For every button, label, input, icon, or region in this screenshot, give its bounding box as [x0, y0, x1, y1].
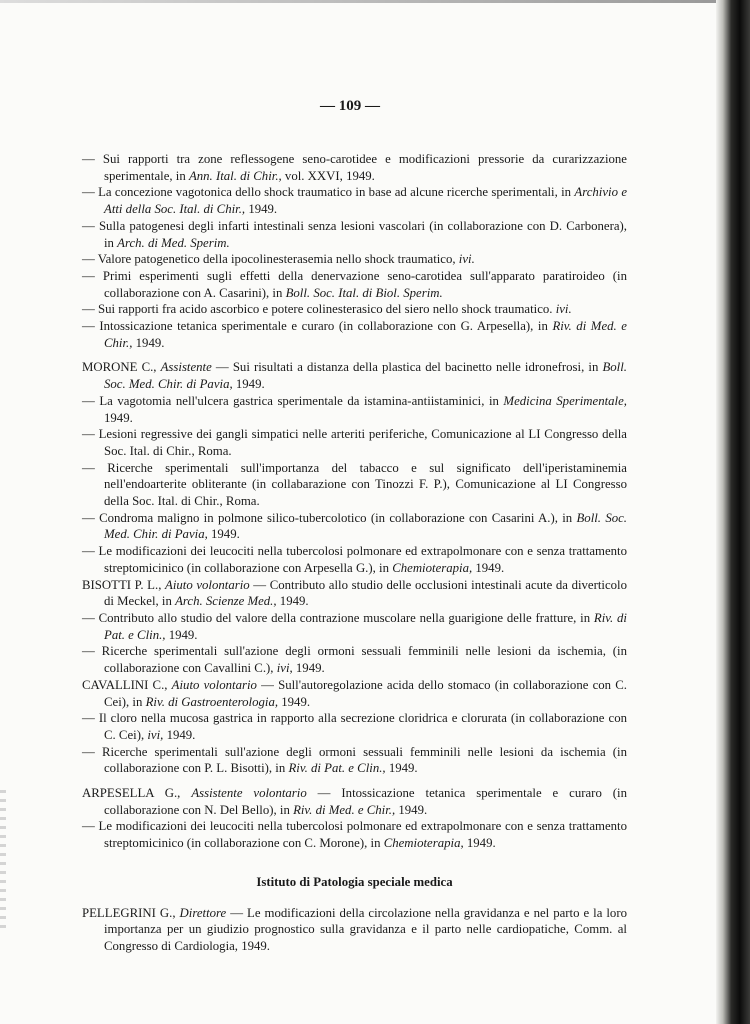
entry-text: — Sui rapporti fra acido ascorbico e potere colinesterasico del siero nello shock traumatico. — [82, 302, 556, 317]
publication-group — [82, 151, 627, 351]
entry-text: 1949. — [292, 661, 325, 676]
publication-entry — [82, 184, 627, 217]
entry-text: — Ricerche sperimentali sull'azione degli ormoni sessuali femminili nelle lesioni da ischemia (in collaborazione con P. L. Bisotti), in — [82, 744, 627, 776]
page-number: — 109 — — [320, 98, 380, 114]
entry-text: 1949. — [132, 335, 165, 350]
publication-entry — [82, 301, 627, 318]
publication-entry — [82, 577, 627, 610]
publication-entry — [82, 268, 627, 301]
entry-text: 1949. — [276, 594, 309, 609]
entry-text: — Ricerche sperimentali sull'azione degli ormoni sessuali femminili nelle lesioni da ischemia, (in collaborazione con Cavallini C.), — [82, 644, 627, 676]
publication-entry — [82, 710, 627, 743]
publication-entry — [82, 251, 627, 268]
entry-text: 1949. — [165, 627, 198, 642]
journal-title: Riv. di Pat. e Clin., — [104, 610, 627, 642]
entry-text: — Sui risultati a distanza della plastica del bacinetto nelle idronefrosi, in — [211, 360, 603, 375]
entry-text: — Le modificazioni dei leucociti nella tubercolosi polmonare ed extrapolmonare con e senza trattamento streptomicinico (in collaborazione con C. Morone), in — [82, 819, 627, 851]
entry-text: — Intossicazione tetanica sperimentale e curaro (in collaborazione con N. Del Bello), in — [104, 786, 627, 817]
journal-title: ivi. — [555, 302, 572, 317]
entry-text: — Sulla patogenesi degli infarti intestinali senza lesioni vascolari (in collaborazione con D. Carbonera), in — [82, 218, 627, 250]
journal-title: ivi, — [276, 661, 293, 676]
entry-text: — La concezione vagotonica dello shock traumatico in base ad alcune ricerche sperimentali, in — [82, 185, 575, 200]
journal-title: Boll. Soc. Med. Chir. di Pavia, — [104, 510, 627, 542]
journal-title: Riv. di Pat. e Clin., — [288, 761, 386, 776]
entry-text: — La vagotomia nell'ulcera gastrica sperimentale da istamina-antiistaminici, in — [82, 393, 504, 408]
journal-title: Chemioterapia, — [383, 836, 464, 851]
publication-entry — [82, 818, 627, 851]
entry-text: — Le modificazioni della circolazione nella gravidanza e nel parto e la loro importanza per un giudizio prognostico sulla gravidanza e il parto nelle cardiopatiche, Comm. al Congresso di Cardiologia, 1949. — [104, 905, 627, 953]
publication-entry — [82, 359, 627, 392]
entry-text: — Contributo allo studio delle occlusioni intestinali acute da diverticolo di Meckel, in — [104, 577, 628, 609]
entry-text: — Primi esperimenti sugli effetti della denervazione seno-carotidea sull'apparato paratiroideo (in collaborazione con A. Casarini), in — [82, 268, 627, 300]
entry-text: — Sui rapporti tra zone reflessogene seno-carotidee e modificazioni pressorie da curarizzazione sperimentale, in — [82, 152, 627, 183]
publication-entry — [82, 218, 627, 251]
entry-text: 1949. — [207, 527, 240, 542]
publication-entry — [82, 744, 627, 777]
publication-entry — [82, 318, 627, 351]
publication-entry — [82, 393, 627, 426]
publication-entry — [82, 643, 627, 676]
entry-text: 1949. — [395, 802, 428, 817]
journal-title: Archivio e Atti della Soc. Ital. di Chir., — [104, 185, 627, 217]
entry-text: — Valore patogenetico della ipocolinesterasemia nello shock traumatico, — [82, 252, 459, 267]
publication-entry — [82, 905, 627, 955]
entry-text: 1949. — [463, 836, 496, 851]
entry-text: — Lesioni regressive dei gangli simpatici nelle arteriti periferiche, Comunicazione al LI Congresso della Soc. Ital. di Chir., Roma. — [82, 427, 627, 458]
journal-title: Assistente volontario — [191, 786, 307, 801]
entry-text: — Condroma maligno in polmone silico-tubercolotico (in collaborazione con Casarini A.), in — [82, 510, 577, 525]
publication-entry — [82, 510, 627, 543]
journal-title: Aiuto volontario — [171, 677, 257, 692]
journal-title: Ann. Ital. di Chir., — [188, 168, 282, 183]
bibliography-list — [82, 151, 627, 963]
entry-text: 1949. — [385, 761, 418, 776]
journal-title: ivi. — [458, 252, 475, 267]
publication-entry — [82, 151, 627, 184]
journal-title: Assistente — [160, 360, 212, 375]
entry-text: 1949. — [472, 560, 505, 575]
entry-text: — Sull'autoregolazione acida dello stomaco (in collaborazione con C. Cei), in — [104, 677, 627, 709]
scan-top-edge — [0, 0, 720, 3]
section-heading: Istituto di Patologia speciale medica — [256, 874, 453, 889]
publication-entry — [82, 460, 627, 510]
entry-text: ARPESELLA G., — [82, 786, 192, 801]
journal-title: Riv. di Gastroenterologia, — [145, 694, 279, 709]
entry-text: — Ricerche sperimentali sull'importanza del tabacco e sul significato dell'iperistaminemia nell'endoarterite obliterante (in collabarazione con Tinozzi F. P.), Comunicazione al LI Congresso della Soc. Ital. di Chir., Roma. — [82, 460, 627, 509]
book-binding-shadow — [716, 0, 750, 1024]
entry-text: MORONE C., — [82, 360, 161, 375]
journal-title: Boll. Soc. Ital. di Biol. Sperim. — [285, 285, 443, 300]
journal-title: ivi, — [147, 727, 164, 742]
entry-text: 1949. — [245, 202, 278, 217]
scan-left-edge-marks — [0, 790, 6, 930]
publication-group — [82, 785, 627, 852]
entry-text: — Contributo allo studio del valore della contrazione muscolare nella guarigione delle fratture, in — [82, 610, 594, 625]
entry-text: PELLEGRINI G., — [82, 905, 180, 920]
entry-text: CAVALLINI C., — [82, 677, 172, 692]
entry-text: 1949. — [163, 727, 196, 742]
journal-title: Direttore — [179, 905, 227, 920]
entry-text: BISOTTI P. L., — [82, 577, 166, 592]
journal-title: Arch. Scienze Med., — [175, 594, 277, 609]
journal-title: Boll. Soc. Med. Chir. di Pavia, — [104, 360, 627, 392]
entry-text: — Le modificazioni dei leucociti nella tubercolosi polmonare ed extrapolmonare con e senza trattamento streptomicinico (in collaborazione con Arpesella G.), in — [82, 544, 627, 575]
publication-entry — [82, 677, 627, 710]
publication-entry — [82, 785, 627, 818]
journal-title: Medicina Sperimentale, — [503, 393, 627, 408]
journal-title: Aiuto volontario — [165, 577, 250, 592]
entry-text: 1949. — [278, 694, 311, 709]
publication-entry — [82, 610, 627, 643]
entry-text: — Intossicazione tetanica sperimentale e curaro (in collaborazione con G. Arpesella), in — [82, 319, 553, 334]
entry-text: 1949. — [104, 410, 133, 425]
publication-group — [82, 905, 627, 955]
entry-text: vol. XXVI, 1949. — [281, 168, 375, 183]
journal-title: Riv. di Med. e Chir., — [293, 802, 396, 817]
publication-entry — [82, 426, 627, 459]
publication-group — [82, 359, 627, 777]
journal-title: Arch. di Med. Sperim. — [117, 235, 230, 250]
journal-title: Chemioterapia, — [392, 560, 473, 575]
entry-text: — Il cloro nella mucosa gastrica in rapporto alla secrezione cloridrica e clorurata (in collaborazione con C. Cei), — [82, 711, 627, 742]
journal-title: Riv. di Med. e Chir., — [104, 319, 627, 350]
publication-entry — [82, 543, 627, 576]
entry-text: 1949. — [232, 377, 265, 392]
